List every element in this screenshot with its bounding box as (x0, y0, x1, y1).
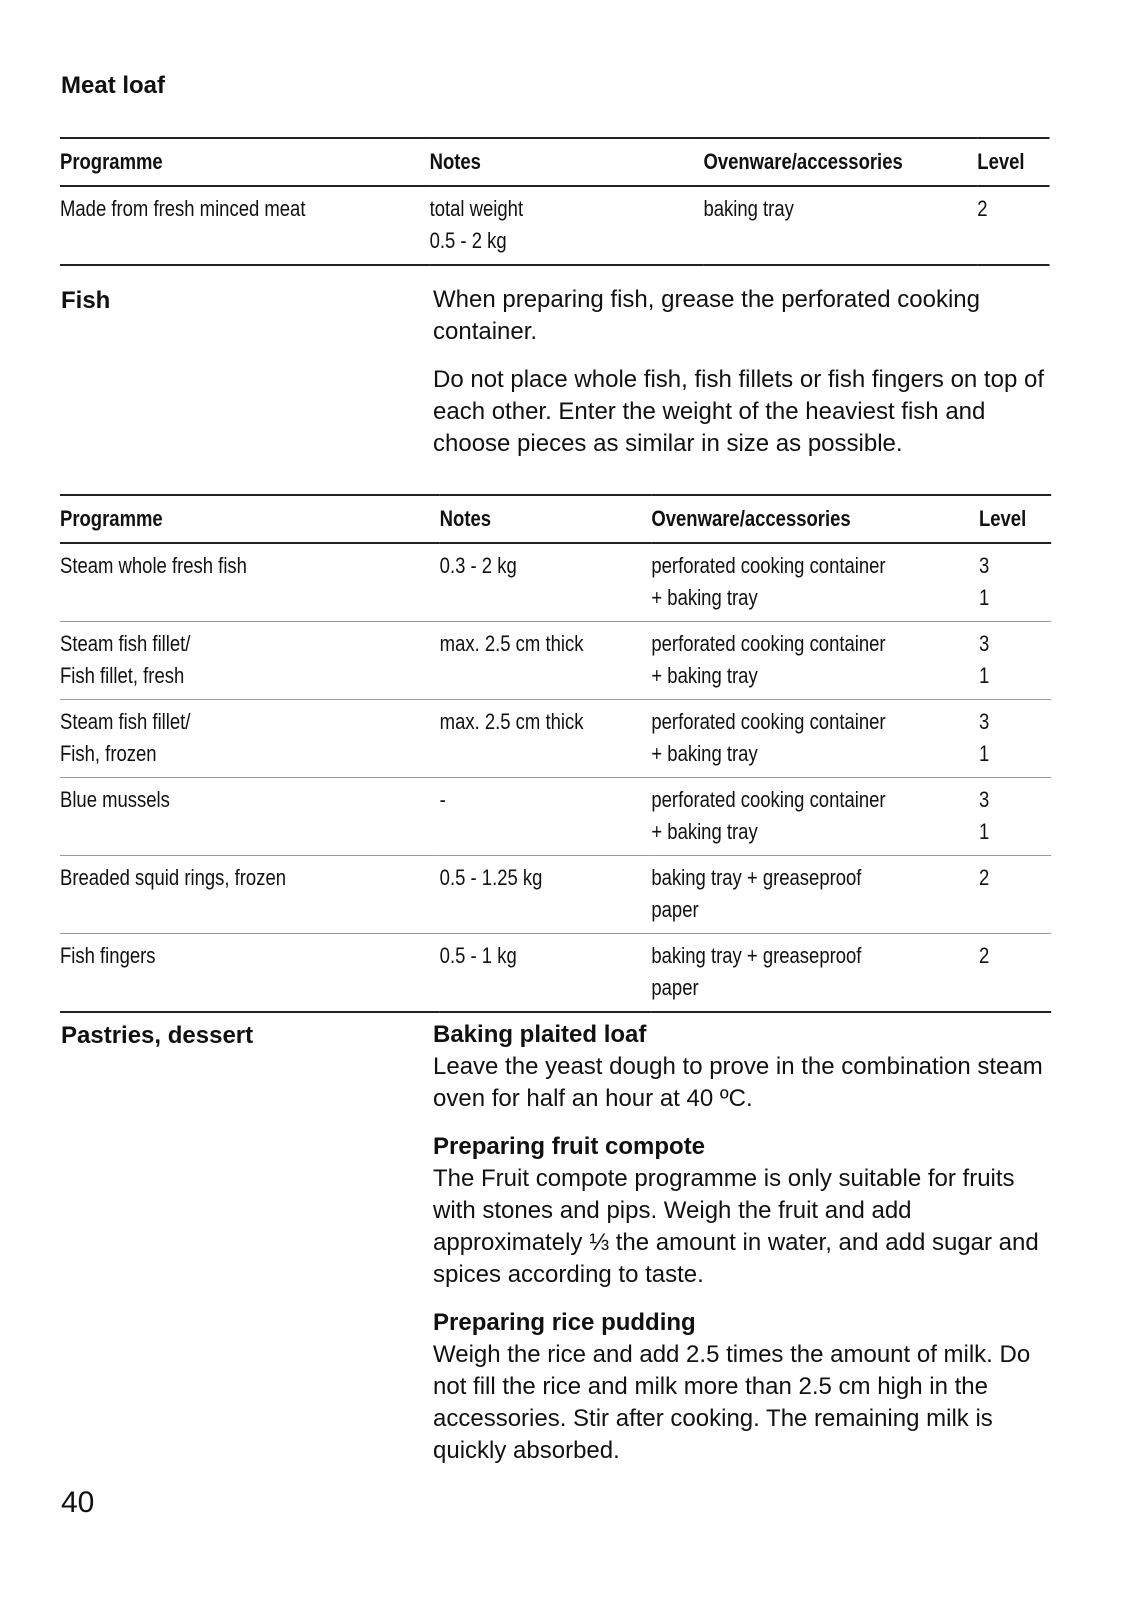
level-cell: 3 1 (979, 778, 1051, 856)
meat-loaf-heading: Meat loaf (61, 72, 166, 99)
table-row (60, 934, 1051, 1013)
programme-cell: Steam fish fillet/ Fish, frozen (60, 700, 440, 778)
programme-cell: Steam fish fillet/ Fish fillet, fresh (60, 622, 440, 700)
fish-intro (433, 284, 1048, 460)
ovenware-cell: baking tray + greaseproof paper (651, 934, 979, 1013)
col-header-level: Level (977, 138, 1049, 186)
level-cell: 3 1 (978, 553, 990, 610)
notes-cell: max. 2.5 cm thick (440, 700, 652, 778)
table-row (60, 856, 1051, 934)
table-row (60, 543, 1051, 622)
table-row (60, 700, 1051, 778)
pastries-section (433, 1307, 1048, 1467)
ovenware-cell: perforated cooking container + baking tray (651, 700, 979, 778)
level-cell: 2 (977, 186, 1049, 265)
col-header-ovenware: Ovenware/accessories (703, 138, 977, 186)
programme-cell: Fish fingers (60, 934, 440, 1013)
ovenware-cell: perforated cooking container + baking tray (651, 778, 979, 856)
section-title: Preparing rice pudding (433, 1309, 696, 1336)
level-cell: 2 (979, 856, 1051, 934)
section-text: Leave the yeast dough to prove in the combination steam oven for half an hour at 40 ºC. (433, 1053, 1043, 1112)
table-row (60, 186, 1050, 265)
level-cell: 3 1 (979, 700, 1051, 778)
ovenware-cell: perforated cooking container + baking tray (651, 553, 886, 610)
programme-cell: Steam whole fresh fish (60, 553, 247, 578)
notes-cell: total weight 0.5 - 2 kg (430, 186, 704, 265)
col-header-level: Level (979, 495, 1051, 543)
pastries-section (433, 1019, 1048, 1115)
section-title: Preparing fruit compote (433, 1133, 706, 1160)
ovenware-cell: baking tray (703, 186, 977, 265)
col-header-notes: Notes (430, 138, 704, 186)
section-title: Baking plaited loaf (433, 1021, 647, 1048)
programme-cell: Blue mussels (60, 778, 440, 856)
level-cell: 3 1 (979, 622, 1051, 700)
section-text: Weigh the rice and add 2.5 times the amount of milk. Do not fill the rice and milk more than 2.5 cm high in the accessories. Stir after cooking. The remaining milk is quickly absorbed. (433, 1341, 1031, 1464)
fish-paragraph: Do not place whole fish, fish fillets or fish fingers on top of each other. Enter the weight of the heaviest fish and choose pieces as similar in size as possible. (433, 366, 1044, 457)
fish-heading: Fish (61, 287, 111, 314)
level-cell: 2 (979, 934, 1051, 1013)
fish-paragraph: When preparing fish, grease the perforated cooking container. (433, 286, 980, 345)
pastries-heading: Pastries, dessert (61, 1022, 254, 1049)
col-header-notes: Notes (440, 495, 652, 543)
pastries-section (433, 1131, 1048, 1291)
notes-cell: 0.3 - 2 kg (439, 553, 517, 578)
ovenware-cell: perforated cooking container + baking tray (651, 622, 979, 700)
meat-loaf-table (60, 137, 1050, 266)
col-header-ovenware: Ovenware/accessories (651, 495, 979, 543)
col-header-programme: Programme (60, 495, 440, 543)
table-row (60, 622, 1051, 700)
notes-cell: 0.5 - 1 kg (440, 934, 652, 1013)
notes-cell: 0.5 - 1.25 kg (440, 856, 652, 934)
ovenware-cell: baking tray + greaseproof paper (651, 856, 979, 934)
pastries-content (433, 1019, 1048, 1467)
col-header-programme: Programme (60, 138, 430, 186)
notes-cell: - (440, 778, 652, 856)
programme-cell: Made from fresh minced meat (60, 186, 430, 265)
table-row (60, 778, 1051, 856)
section-text: The Fruit compote programme is only suitable for fruits with stones and pips. Weigh the fruit and add approximately ⅓ the amount in water, and add sugar and spices according to taste. (433, 1165, 1039, 1288)
page-number: 40 (61, 1486, 95, 1519)
notes-cell: max. 2.5 cm thick (440, 622, 652, 700)
programme-cell: Breaded squid rings, frozen (60, 856, 440, 934)
fish-table (60, 494, 1051, 1013)
